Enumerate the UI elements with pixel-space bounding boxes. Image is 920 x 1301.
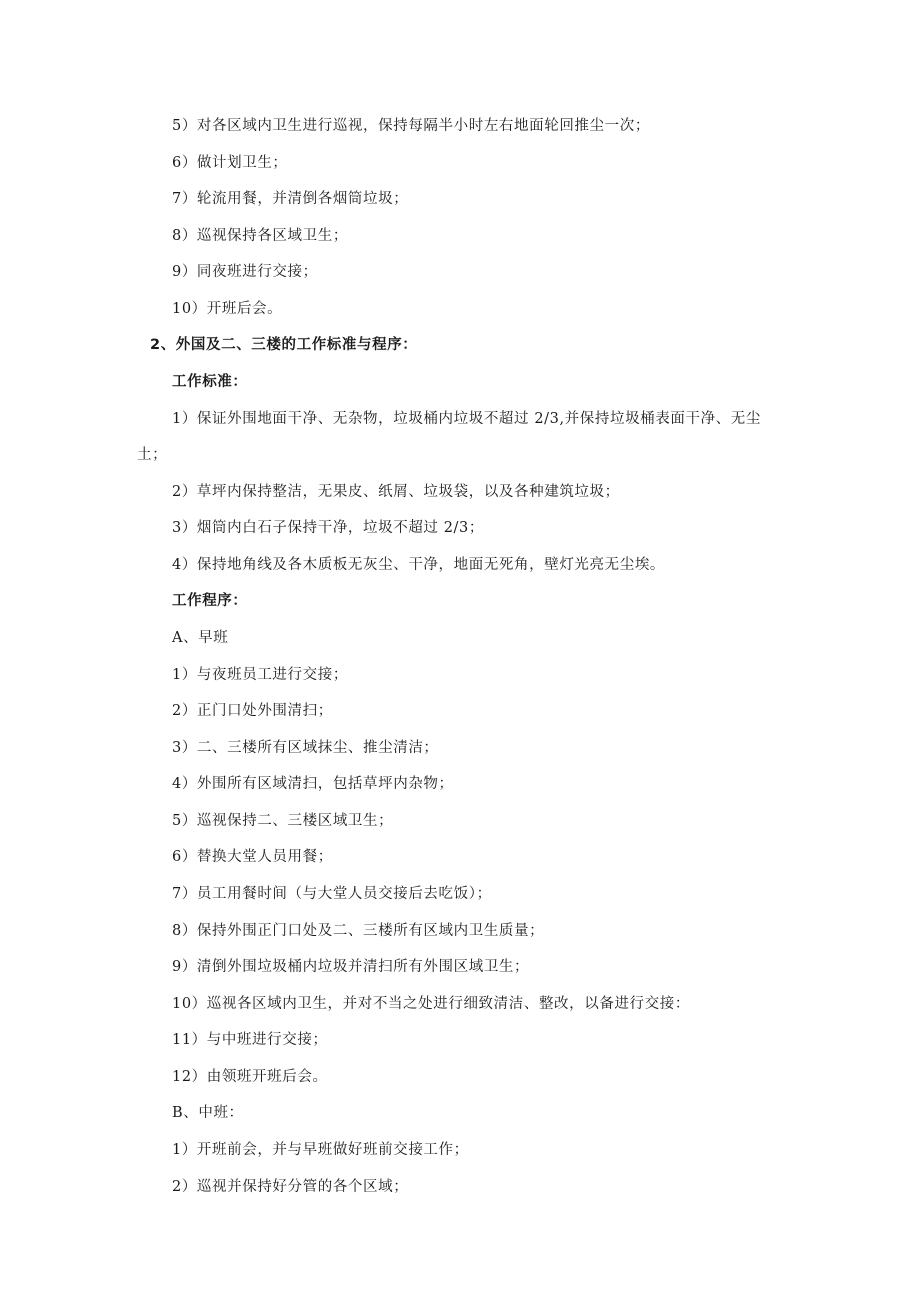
list-item: 2）草坪内保持整洁，无果皮、纸屑、垃圾袋，以及各种建筑垃圾； bbox=[172, 484, 620, 500]
list-item: 10）巡视各区域内卫生，并对不当之处进行细致清洁、整改，以备进行交接： bbox=[172, 996, 690, 1012]
list-item: 8）巡视保持各区域卫生； bbox=[172, 228, 348, 244]
shift-label-morning: A、早班 bbox=[172, 630, 229, 646]
list-item: 2）正门口处外围清扫； bbox=[172, 703, 333, 719]
list-item: 10）开班后会。 bbox=[172, 301, 283, 317]
list-item: 1）与夜班员工进行交接； bbox=[172, 667, 348, 683]
subheading-work-procedure: 工作程序： bbox=[172, 593, 248, 609]
subheading-work-standard: 工作标准： bbox=[172, 374, 248, 390]
shift-label-middle: B、中班： bbox=[172, 1105, 244, 1121]
list-item: 8）保持外围正门口处及二、三楼所有区域内卫生质量； bbox=[172, 923, 545, 939]
list-item: 7）轮流用餐，并清倒各烟筒垃圾； bbox=[172, 191, 409, 207]
list-item: 9）同夜班进行交接； bbox=[172, 264, 318, 280]
list-item: 6）替换大堂人员用餐； bbox=[172, 849, 333, 865]
list-item: 7）员工用餐时间（与大堂人员交接后去吃饭）； bbox=[172, 886, 492, 902]
list-item: 3）二、三楼所有区域抹尘、推尘清洁； bbox=[172, 740, 439, 756]
list-item: 1）开班前会，并与早班做好班前交接工作； bbox=[172, 1142, 469, 1158]
list-item: 9）清倒外围垃圾桶内垃圾并清扫所有外围区域卫生； bbox=[172, 959, 530, 975]
list-item: 3）烟筒内白石子保持干净，垃圾不超过 2/3； bbox=[172, 520, 484, 536]
list-item-continuation: 土； bbox=[137, 447, 168, 463]
list-item: 2）巡视并保持好分管的各个区域； bbox=[172, 1179, 409, 1195]
list-item: 4）保持地角线及各木质板无灰尘、干净，地面无死角，壁灯光亮无尘埃。 bbox=[172, 557, 666, 573]
list-item: 5）巡视保持二、三楼区域卫生； bbox=[172, 813, 394, 829]
list-item: 1）保证外围地面干净、无杂物，垃圾桶内垃圾不超过 2/3,并保持垃圾桶表面干净、无尘 bbox=[172, 411, 761, 427]
list-item: 11）与中班进行交接； bbox=[172, 1032, 328, 1048]
list-item: 12）由领班开班后会。 bbox=[172, 1069, 328, 1085]
list-item: 5）对各区域内卫生进行巡视，保持每隔半小时左右地面轮回推尘一次； bbox=[172, 118, 650, 134]
section-heading: 2、外国及二、三楼的工作标准与程序： bbox=[150, 337, 418, 353]
list-item: 4）外围所有区域清扫，包括草坪内杂物； bbox=[172, 776, 454, 792]
list-item: 6）做计划卫生； bbox=[172, 155, 288, 171]
